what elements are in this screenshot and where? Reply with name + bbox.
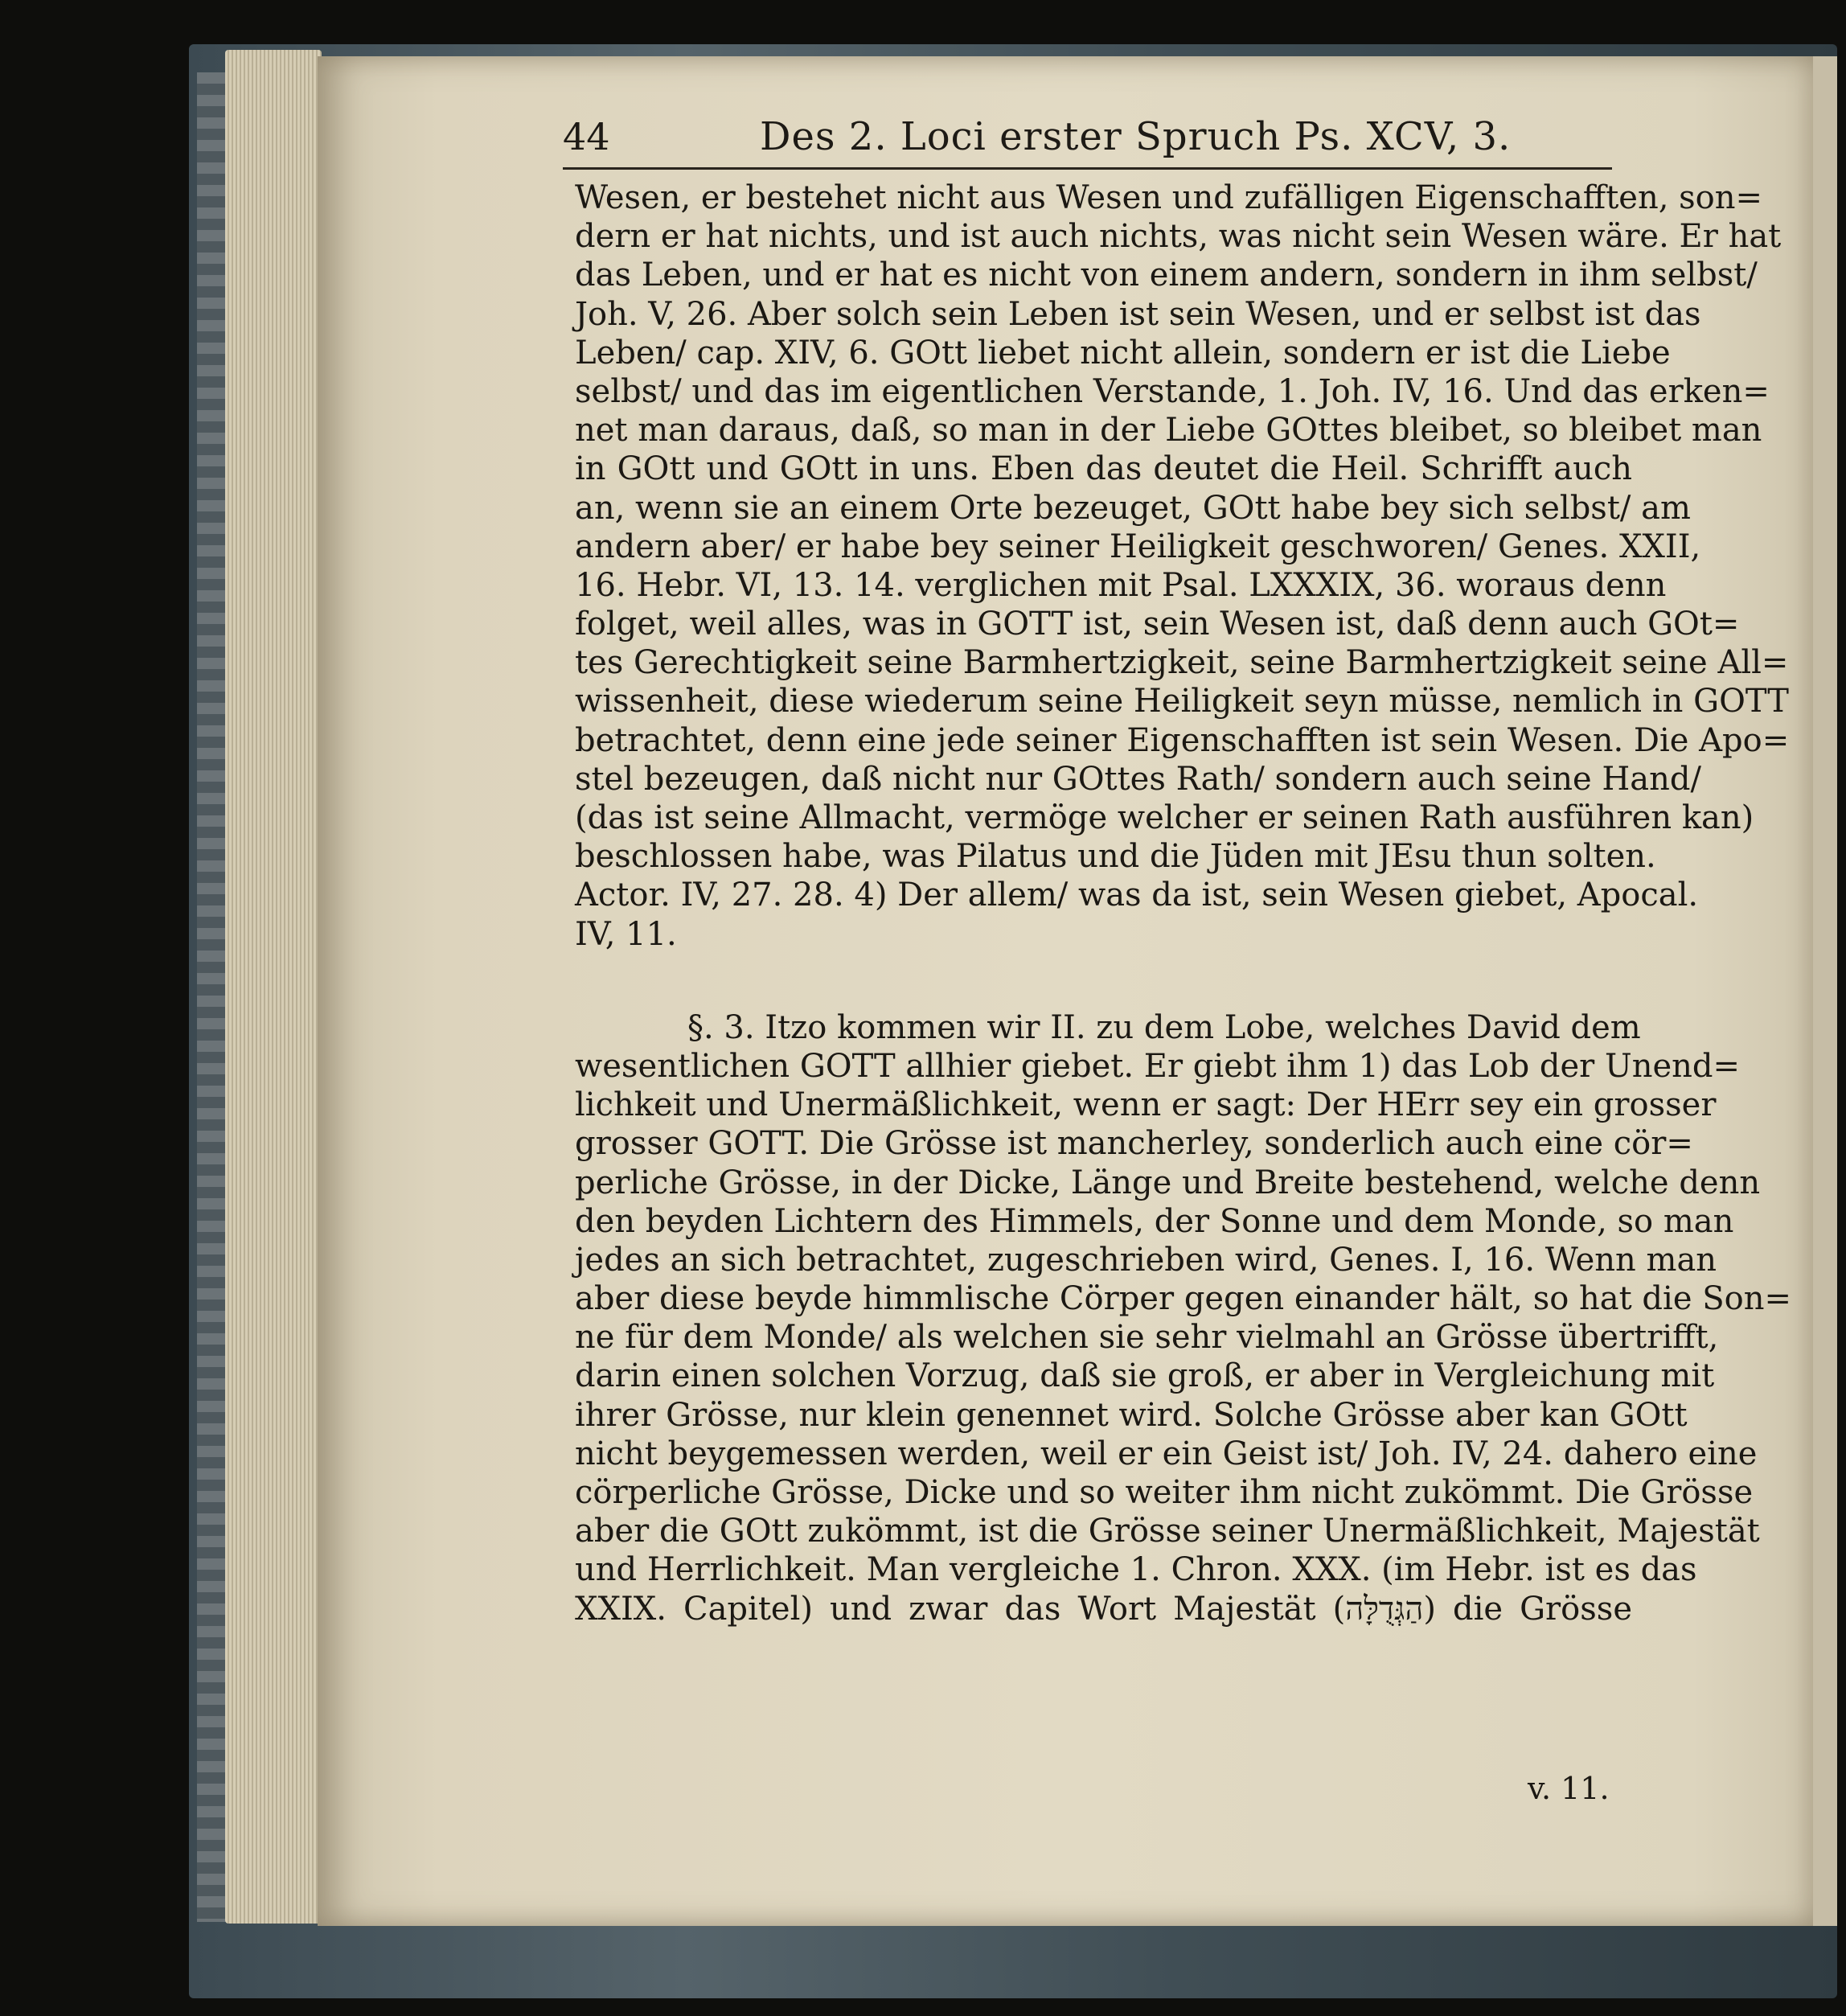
text-line: jedes an sich betrachtet, zugeschrieben wird, Genes. I, 16. Wenn man bbox=[575, 1241, 1717, 1279]
text-line: Actor. IV, 27. 28. 4) Der allem/ was da ist, sein Wesen giebet, Apocal. bbox=[575, 877, 1699, 914]
text-line: darin einen solchen Vorzug, daß sie groß, er aber in Vergleichung mit bbox=[575, 1357, 1715, 1395]
page-stack bbox=[225, 50, 322, 1924]
header-rule bbox=[563, 167, 1612, 170]
text-line: perliche Grösse, in der Dicke, Länge und Breite bestehend, welche denn bbox=[575, 1164, 1761, 1201]
text-line: Joh. V, 26. Aber solch sein Leben ist sein Wesen, und er selbst ist das bbox=[575, 295, 1701, 333]
text-line: das Leben, und er hat es nicht von einem andern, sondern in ihm selbst/ bbox=[575, 257, 1758, 294]
text-column bbox=[575, 179, 1791, 1628]
text-line: in GOtt und GOtt in uns. Eben das deutet die Heil. Schrifft auch bbox=[575, 450, 1632, 488]
text-line: andern aber/ er habe bey seiner Heiligkeit geschworen/ Genes. XXII, bbox=[575, 528, 1701, 565]
section-heading-line: §. 3. Itzo kommen wir II. zu dem Lobe, welches David dem bbox=[687, 1008, 1641, 1046]
page-number: 44 bbox=[563, 115, 610, 158]
marbled-edge bbox=[197, 72, 229, 1922]
paragraph-2 bbox=[575, 1008, 1791, 1628]
text-line: stel bezeugen, daß nicht nur GOttes Rath/ sondern auch seine Hand/ bbox=[575, 760, 1701, 798]
catchword: v. 11. bbox=[1528, 1771, 1610, 1806]
text-line: an, wenn sie an einem Orte bezeuget, GOtt habe bey sich selbst/ am bbox=[575, 489, 1691, 527]
text-line: aber die GOtt zukömmt, ist die Grösse seiner Unermäßlichkeit, Majestät bbox=[575, 1513, 1760, 1550]
text-line: tes Gerechtigkeit seine Barmhertzigkeit, seine Barmhertzigkeit seine All= bbox=[575, 644, 1789, 682]
text-line: betrachtet, denn eine jede seiner Eigenschafften ist sein Wesen. Die Apo= bbox=[575, 721, 1790, 759]
running-head: Des 2. Loci erster Spruch Ps. XCV, 3. bbox=[760, 114, 1512, 159]
text-line: den beyden Lichtern des Himmels, der Sonne und dem Monde, so man bbox=[575, 1202, 1734, 1240]
text-line: ne für dem Monde/ als welchen sie sehr vielmahl an Grösse übertrifft, bbox=[575, 1319, 1719, 1357]
text-line: ihrer Grösse, nur klein genennet wird. Solche Grösse aber kan GOtt bbox=[575, 1396, 1688, 1434]
text-line: net man daraus, daß, so man in der Liebe GOttes bleibet, so bleibet man bbox=[575, 412, 1762, 450]
text-line: cörperliche Grösse, Dicke und so weiter ihm nicht zukömmt. Die Grösse bbox=[575, 1474, 1754, 1511]
text-line: 16. Hebr. VI, 13. 14. verglichen mit Psal. LXXXIX, 36. woraus denn bbox=[575, 566, 1667, 604]
text-line: folget, weil alles, was in GOTT ist, sein Wesen ist, daß denn auch GOt= bbox=[575, 606, 1740, 643]
text-line: wissenheit, diese wiederum seine Heiligkeit seyn müsse, nemlich in GOTT bbox=[575, 683, 1789, 721]
text-line: XXIX. Capitel) und zwar das Wort Majestät (הַגְּדֻלָּה) die Grösse bbox=[575, 1590, 1632, 1628]
paragraph-gap bbox=[575, 954, 1632, 1008]
text-line: grosser GOTT. Die Grösse ist mancherley, sonderlich auch eine cör= bbox=[575, 1125, 1693, 1163]
text-line: Wesen, er bestehet nicht aus Wesen und zufälligen Eigenschafften, son= bbox=[575, 179, 1763, 216]
text-line: IV, 11. bbox=[575, 915, 677, 953]
page-header bbox=[563, 113, 1648, 161]
text-line: und Herrlichkeit. Man vergleiche 1. Chron. XXX. (im Hebr. ist es das bbox=[575, 1551, 1697, 1589]
text-line: Leben/ cap. XIV, 6. GOtt liebet nicht allein, sondern er ist die Liebe bbox=[575, 334, 1671, 372]
paragraph-1 bbox=[575, 179, 1790, 954]
text-line: wesentlichen GOTT allhier giebet. Er giebt ihm 1) das Lob der Unend= bbox=[575, 1047, 1741, 1085]
text-line: nicht beygemessen werden, weil er ein Geist ist/ Joh. IV, 24. dahero eine bbox=[575, 1435, 1758, 1472]
facing-page-edge bbox=[1813, 56, 1837, 1926]
text-line: selbst/ und das im eigentlichen Verstande, 1. Joh. IV, 16. Und das erken= bbox=[575, 372, 1770, 410]
text-line: dern er hat nichts, und ist auch nichts, was nicht sein Wesen wäre. Er hat bbox=[575, 218, 1782, 256]
text-line: (das ist seine Allmacht, vermöge welcher er seinen Rath ausführen kan) bbox=[575, 799, 1754, 836]
text-line: aber diese beyde himmlische Cörper gegen einander hält, so hat die Son= bbox=[575, 1280, 1791, 1318]
text-line: beschlossen habe, was Pilatus und die Jüden mit JEsu thun solten. bbox=[575, 838, 1656, 876]
text-line: lichkeit und Unermäßlichkeit, wenn er sagt: Der HErr sey ein grosser bbox=[575, 1086, 1717, 1124]
